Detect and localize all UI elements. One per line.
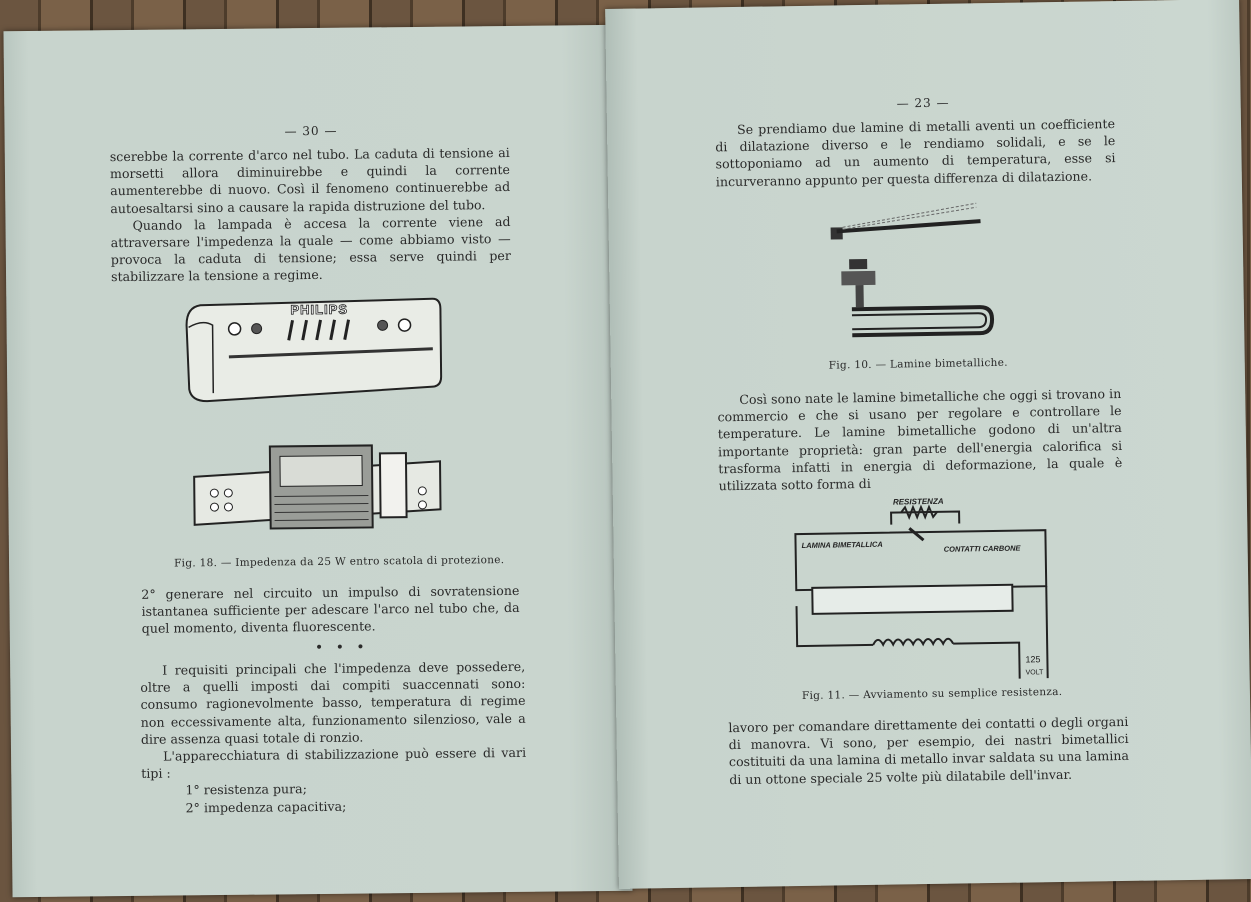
bimetal-strip-bottom [841, 257, 992, 335]
wire-supply [1046, 586, 1047, 678]
label-resistenza: RESISTENZA [892, 496, 944, 507]
figure-11-caption: Fig. 11. — Avviamento su semplice resistenza. [801, 685, 1063, 703]
bimetal-strips-figure [826, 199, 998, 354]
right-paragraph-2 [717, 385, 1123, 495]
list-item-1: 1° resistenza pura; [185, 781, 307, 798]
resistor-symbol [901, 507, 937, 518]
left-page [3, 25, 632, 897]
label-voltage: 125 [1025, 654, 1041, 665]
impedance-figure [182, 295, 447, 548]
wire-right [953, 643, 1020, 680]
bimetal-contact-symbol [909, 528, 923, 540]
left-page-number: — 30 — [284, 123, 338, 139]
list-item-2: 2° impedenza capacitiva; [185, 798, 347, 816]
philips-box-illustration [186, 299, 441, 402]
label-lamina-bimetallica: LAMINA BIMETALLICA [801, 539, 883, 551]
impedance-core-illustration [194, 445, 441, 530]
bimetal-strip-top [830, 203, 981, 239]
fluorescent-tube [812, 585, 1012, 614]
figure-18-caption: Fig. 18. — Impedenza da 25 W entro scatola di protezione. [174, 554, 505, 570]
section-separator: • • • [314, 639, 369, 657]
circuit-diagram-figure [791, 492, 1064, 686]
right-paragraph-2-text: Così sono nate le lamine bimetalliche che oggi si trovano in commercio e che si usano per regolare e controllare le temperature. Le lamine bimetalliche godono di un'altra importante proprietà: gran parte dell'energia calorifica si trasforma infatti in energia di deformazione, la quale è utilizzata sotto forma di [717, 385, 1123, 494]
inductor-coil [873, 639, 953, 645]
right-paragraph-3: lavoro per comandare direttamente dei contatti o degli organi di manovra. Vi sono, per esempio, dei nastri bimetallici costituiti da una lamina di metallo invar saldata su una lamina di un ottone speciale 25 volte più dilatabile dell'invar. [728, 713, 1130, 787]
left-paragraph-2: Quando la lampada è accesa la corrente viene ad attraversare l'impedenza la quale — come abbiamo visto — provoca la caduta di tensione; essa serve quindi per stabilizzare la tensione a regime. [110, 213, 511, 285]
label-contatti-carbone: CONTATTI CARBONE [943, 543, 1021, 554]
figure-10-caption: Fig. 10. — Lamine bimetalliche. [828, 356, 1008, 372]
left-text-block-2 [140, 658, 527, 817]
left-paragraph-1: scerebbe la corrente d'arco nel tubo. La caduta di tensione ai morsetti allora diminuirebbe e quindi la corrente aumenterebbe di nuovo. Così il fenomeno continuerebbe ad autoesaltarsi sino a causare la rapida distruzione del tubo. [109, 144, 511, 216]
label-volt: VOLT [1025, 669, 1044, 677]
right-page [605, 0, 1251, 889]
philips-logo-text: PHILIPS [290, 301, 349, 318]
left-text-block-1 [110, 144, 511, 286]
right-paragraph-1: Se prendiamo due lamine di metalli aventi un coefficiente di dilatazione diverso e le rendiamo solidali, e se le sottoponiamo ad un aumento di temperatura, esse si incurveranno appunto per questa differenza di dilatazione. [715, 116, 1116, 189]
left-paragraph-3: 2° generare nel circuito un impulso di sovratensione istantanea sufficiente per adescare l'arco nel tubo che, da quel momento, diventa fluorescente. [141, 582, 520, 637]
right-page-number: — 23 — [896, 95, 950, 111]
left-paragraph-5: L'apparecchiatura di stabilizzazione può essere di vari tipi : [141, 744, 527, 782]
left-paragraph-4: I requisiti principali che l'impedenza deve possedere, oltre a quelli imposti dai compiti suaccennati sono: consumo ragionevolmente basso, temperatura di regime non eccessivamente alta, funzionamento silenzioso, vale a dire assenza quasi totale di ronzio. [140, 658, 526, 747]
